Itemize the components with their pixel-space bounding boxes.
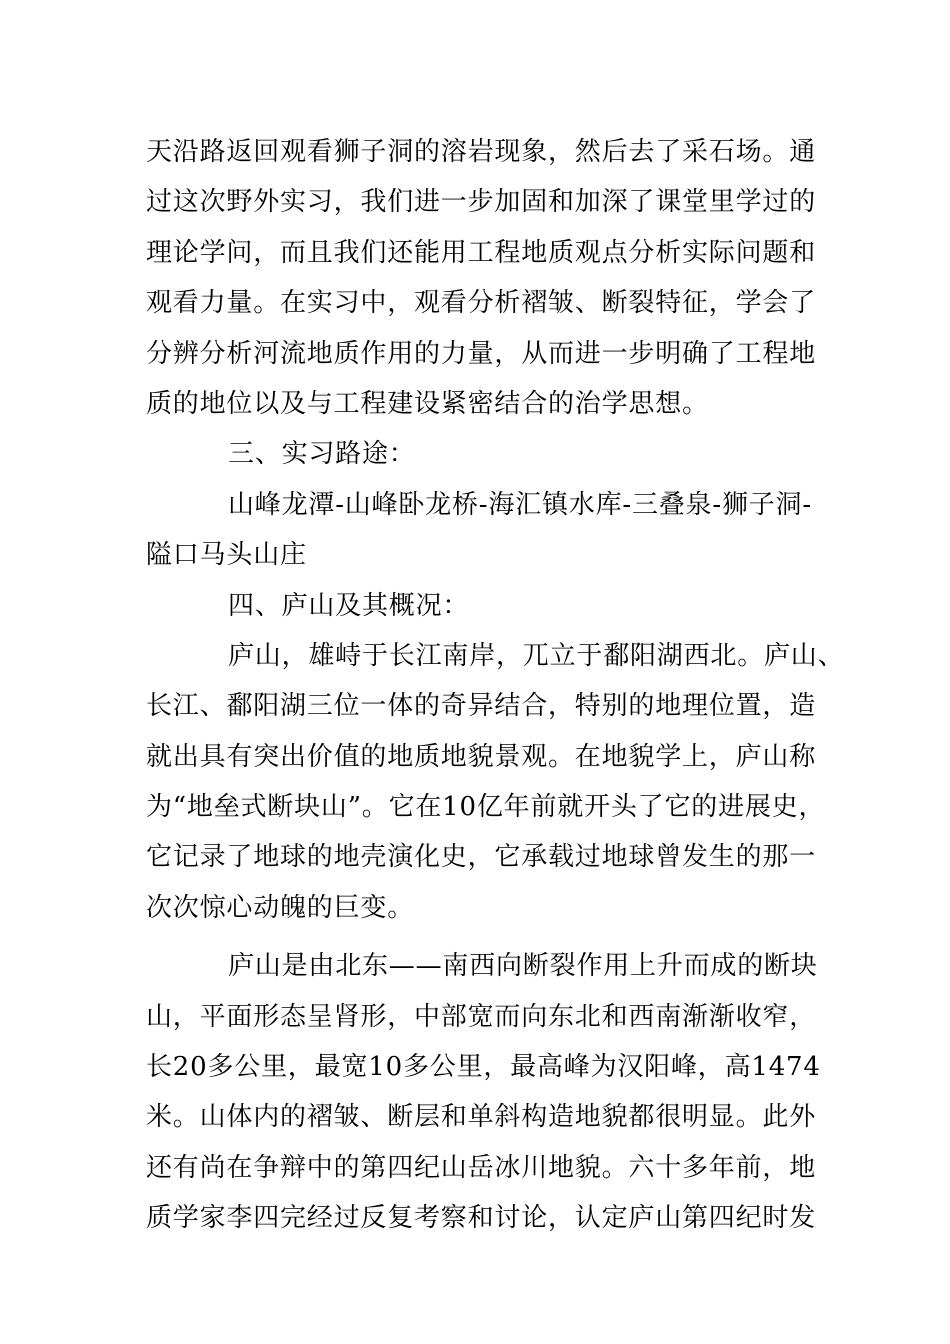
text-line: 过这次野外实习，我们进一步加固和加深了课堂里学过的 [146,187,817,218]
text-line: 天沿路返回观看狮子洞的溶岩现象，然后去了采石场。通 [146,137,817,167]
text-line: 米。山体内的褶皱、断层和单斜构造地貌都很明显。此外 [146,1102,817,1133]
text-line: 它记录了地球的地壳演化史，它承载过地球曾发生的那一 [146,842,817,873]
text-line: 隘口马头山庄 [146,540,307,571]
text-line: 山峰龙潭-山峰卧龙桥-海汇镇水库-三叠泉-狮子洞- [228,489,812,520]
text-line: 山，平面形态呈肾形，中部宽而向东北和西南渐渐收窄， [146,1001,817,1032]
text-line: 庐山，雄峙于长江南岸，兀立于鄱阳湖西北。庐山、 [228,640,845,671]
text-line: 次次惊心动魄的巨变。 [146,892,415,923]
text-line: 庐山是由北东——南西向断裂作用上升而成的断块 [228,951,818,982]
text-line: 长20多公里，最宽10多公里，最高峰为汉阳峰，高1474 [146,1052,821,1083]
text-line: 质学家李四完经过反复考察和讨论，认定庐山第四纪时发 [146,1203,817,1234]
text-line: 观看力量。在实习中，观看分析褶皱、断裂特征，学会了 [146,288,817,319]
paragraph-spacer [146,933,806,941]
paragraph-lushan-geology [146,941,821,1243]
section-heading-lushan: 四、庐山及其概况： [228,590,470,621]
text-line: 还有尚在争辩中的第四纪山岳冰川地貌。六十多年前，地 [146,1152,817,1183]
text-line: 理论学问，而且我们还能用工程地质观点分析实际问题和 [146,237,817,268]
text-line: 为“地垒式断块山”。它在10亿年前就开头了它的进展史， [146,792,826,823]
text-line: 就出具有突出价值的地质地貌景观。在地貌学上，庐山称 [146,741,817,772]
route-paragraph [146,480,812,581]
text-line: 质的地位以及与工程建设紧密结合的治学思想。 [146,388,709,419]
paragraph-lushan-intro [146,631,845,933]
section-heading-route: 三、实习路途： [228,439,416,470]
paragraph-continuation [146,127,817,429]
document-page [146,127,845,1244]
text-line: 分辨分析河流地质作用的力量，从而进一步明确了工程地 [146,338,817,369]
text-line: 长江、鄱阳湖三位一体的奇异结合，特别的地理位置，造 [146,691,817,722]
